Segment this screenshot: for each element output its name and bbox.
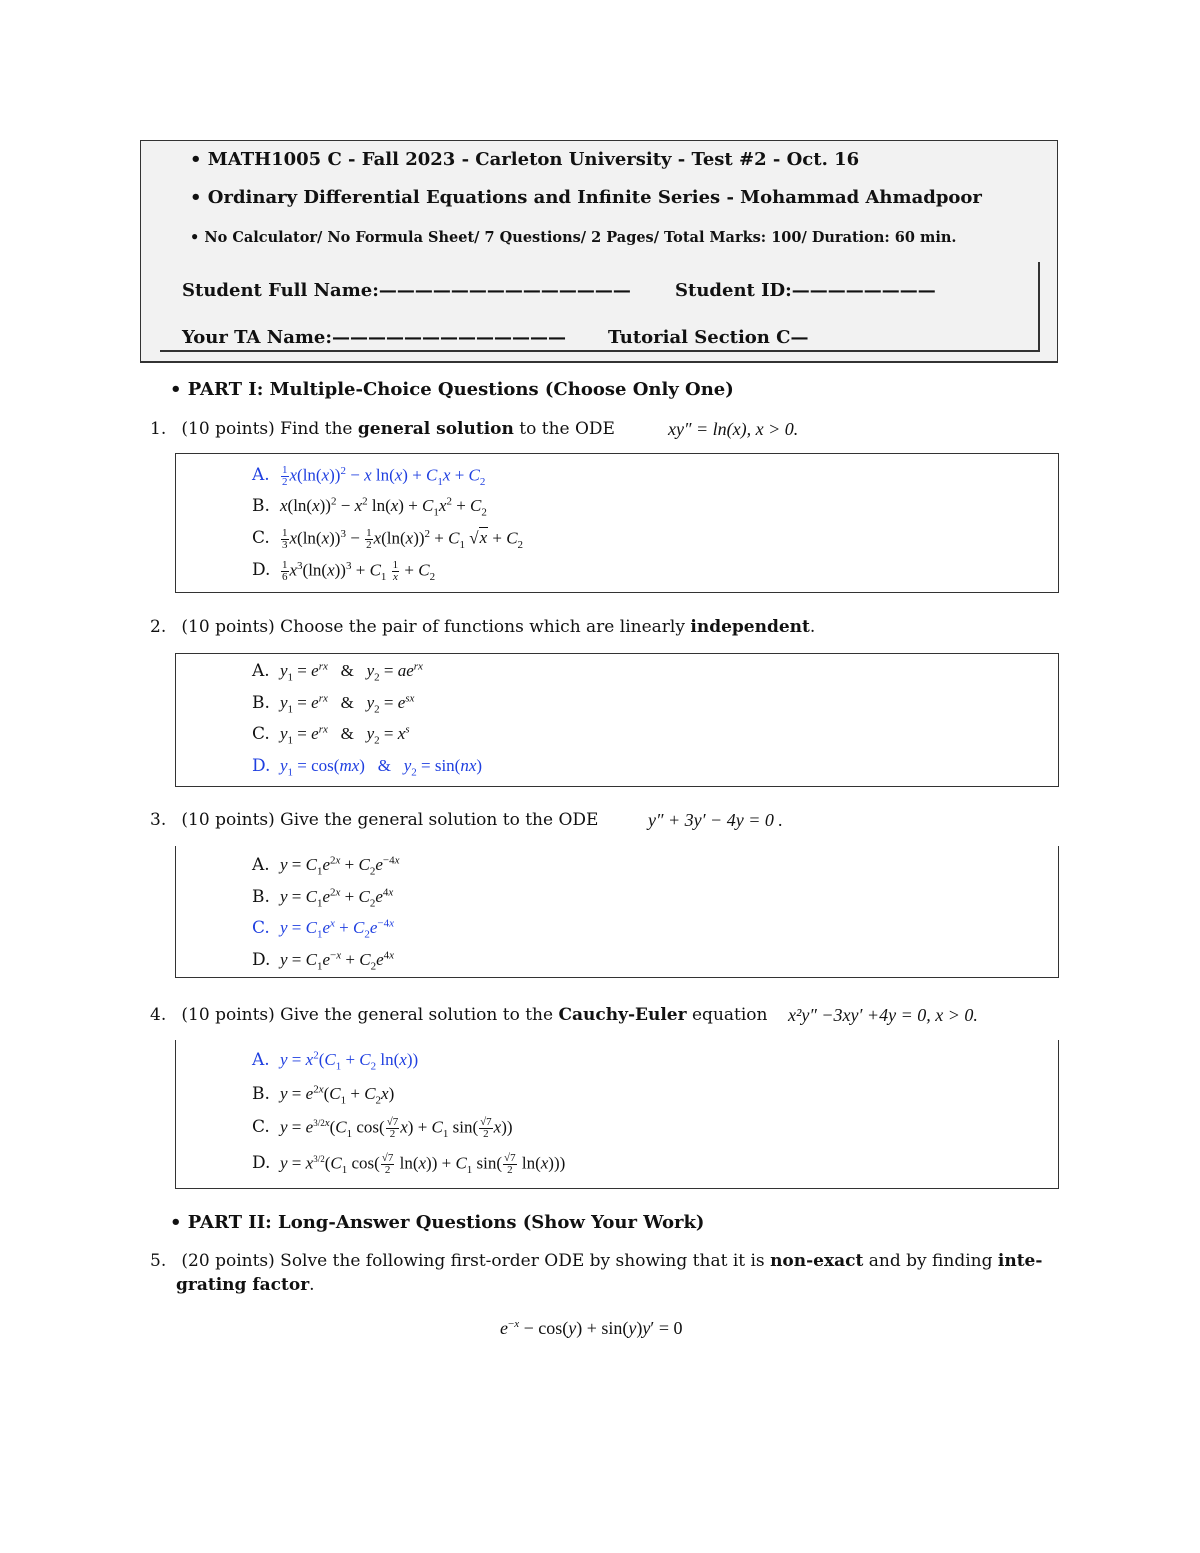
question-5-continued: grating factor. [176, 1275, 315, 1295]
bullet-icon: • [190, 229, 200, 246]
part-1-heading: • PART I: Multiple-Choice Questions (Choose Only One) [170, 379, 734, 400]
question-3: 3. (10 points) Give the general solution to the ODE [150, 810, 599, 830]
question-4-option-c[interactable]: C. $y = e^{3/2x}(C_1$ cos( $\frac{√7}{2}$ $x) + C_1$ sin( $\frac{√7}{2}$ x)) [252, 1116, 513, 1140]
question-3-option-d[interactable]: D. $y = C_1e^{-x} + C_2e^{4x}$ [252, 949, 395, 973]
ta-name-field[interactable]: Your TA Name:————————————— [182, 327, 567, 348]
question-1: 1. (10 points) Find the general solution to the ODE [150, 419, 615, 439]
question-3-option-b[interactable]: B. $y = C_1e^{2x} + C_2e^{4x}$ [252, 886, 394, 910]
question-1-equation: xy″ = ln(x), x > 0. [668, 419, 799, 439]
question-2-option-a[interactable]: A. $y_1 = e^{rx}$ & $y_2 = ae^{rx}$ [252, 660, 423, 684]
question-4-option-a[interactable]: A. $y = x^2(C_1 + C_2$ ln(x)) [252, 1049, 419, 1073]
question-4-equation: x²y″ −3xy′ +4y = 0, x > 0. [788, 1005, 978, 1025]
header-course-line: • MATH1005 C - Fall 2023 - Carleton University - Test #2 - Oct. 16 [190, 149, 860, 170]
question-3-equation: y″ + 3y′ − 4y = 0 . [648, 810, 783, 830]
header-left-border [140, 140, 141, 362]
header-topic-line: • Ordinary Differential Equations and Infinite Series - Mohammad Ahmadpoor [190, 187, 982, 208]
student-name-field[interactable]: Student Full Name:—————————————— [182, 280, 631, 301]
question-4-option-b[interactable]: B. $y = e^{2x}(C_1 + C_2x)$ [252, 1083, 395, 1107]
question-1-option-a[interactable]: A. $\frac{1}{2}$ $x(\ln(x))^2 - x$ $\ln(x) + C_1x + C_2$ [252, 464, 486, 488]
student-id-field[interactable]: Student ID:———————— [675, 280, 936, 301]
bullet-icon: • [190, 187, 202, 208]
header-bottom-border [140, 361, 1058, 363]
header-rules-line: • No Calculator/ No Formula Sheet/ 7 Questions/ 2 Pages/ Total Marks: 100/ Duration: 60 min. [190, 229, 957, 246]
question-5: 5. (20 points) Solve the following first-order ODE by showing that it is non-exact and by finding inte- [150, 1251, 1043, 1271]
question-4-option-d[interactable]: D. $y = x^{3/2}(C_1$ cos( $\frac{√7}{2}$ $\ln(x)) + C_1$ sin( $\frac{√7}{2}$ ln(x))) [252, 1152, 566, 1176]
question-2-option-c[interactable]: C. $y_1 = e^{rx}$ & $y_2 = x^s$ [252, 723, 410, 747]
header-right-border [1057, 140, 1058, 362]
tutorial-section-field[interactable]: Tutorial Section C— [608, 327, 809, 348]
question-3-option-a[interactable]: A. $y = C_1e^{2x} + C_2e^{-4x}$ [252, 854, 400, 878]
question-4: 4. (10 points) Give the general solution to the Cauchy-Euler equation [150, 1005, 768, 1025]
question-2-option-d[interactable]: D. $y_1 = \cos(mx)$ & $y_2 = \sin(nx)$ [252, 756, 483, 779]
question-1-option-b[interactable]: B. $x(\ln(x))^2 - x^2$ $\ln(x) + C_1x^2 + C_2$ [252, 495, 487, 519]
part-2-heading: • PART II: Long-Answer Questions (Show Your Work) [170, 1212, 705, 1233]
bullet-icon: • [190, 149, 202, 170]
question-1-option-d[interactable]: D. $\frac{1}{6}$ $x^3(\ln(x))^3 + C_1$ $\frac{1}{x}$ + $C_2$ [252, 559, 436, 583]
question-2: 2. (10 points) Choose the pair of functions which are linearly independent. [150, 617, 816, 637]
question-1-option-c[interactable]: C. $\frac{1}{3}$ $x(\ln(x))^3$ − $\frac{1}{2}$ $x(\ln(x))^2 + C_1$ $√x + C_2$ [252, 527, 524, 551]
question-3-option-c[interactable]: C. $y = C_1e^x + C_2e^{-4x}$ [252, 917, 395, 941]
question-2-option-b[interactable]: B. $y_1 = e^{rx}$ & $y_2 = e^{sx}$ [252, 692, 415, 716]
question-5-equation: $e^{-x} - \cos(y) + \sin(y)y' = 0$ [500, 1318, 683, 1338]
